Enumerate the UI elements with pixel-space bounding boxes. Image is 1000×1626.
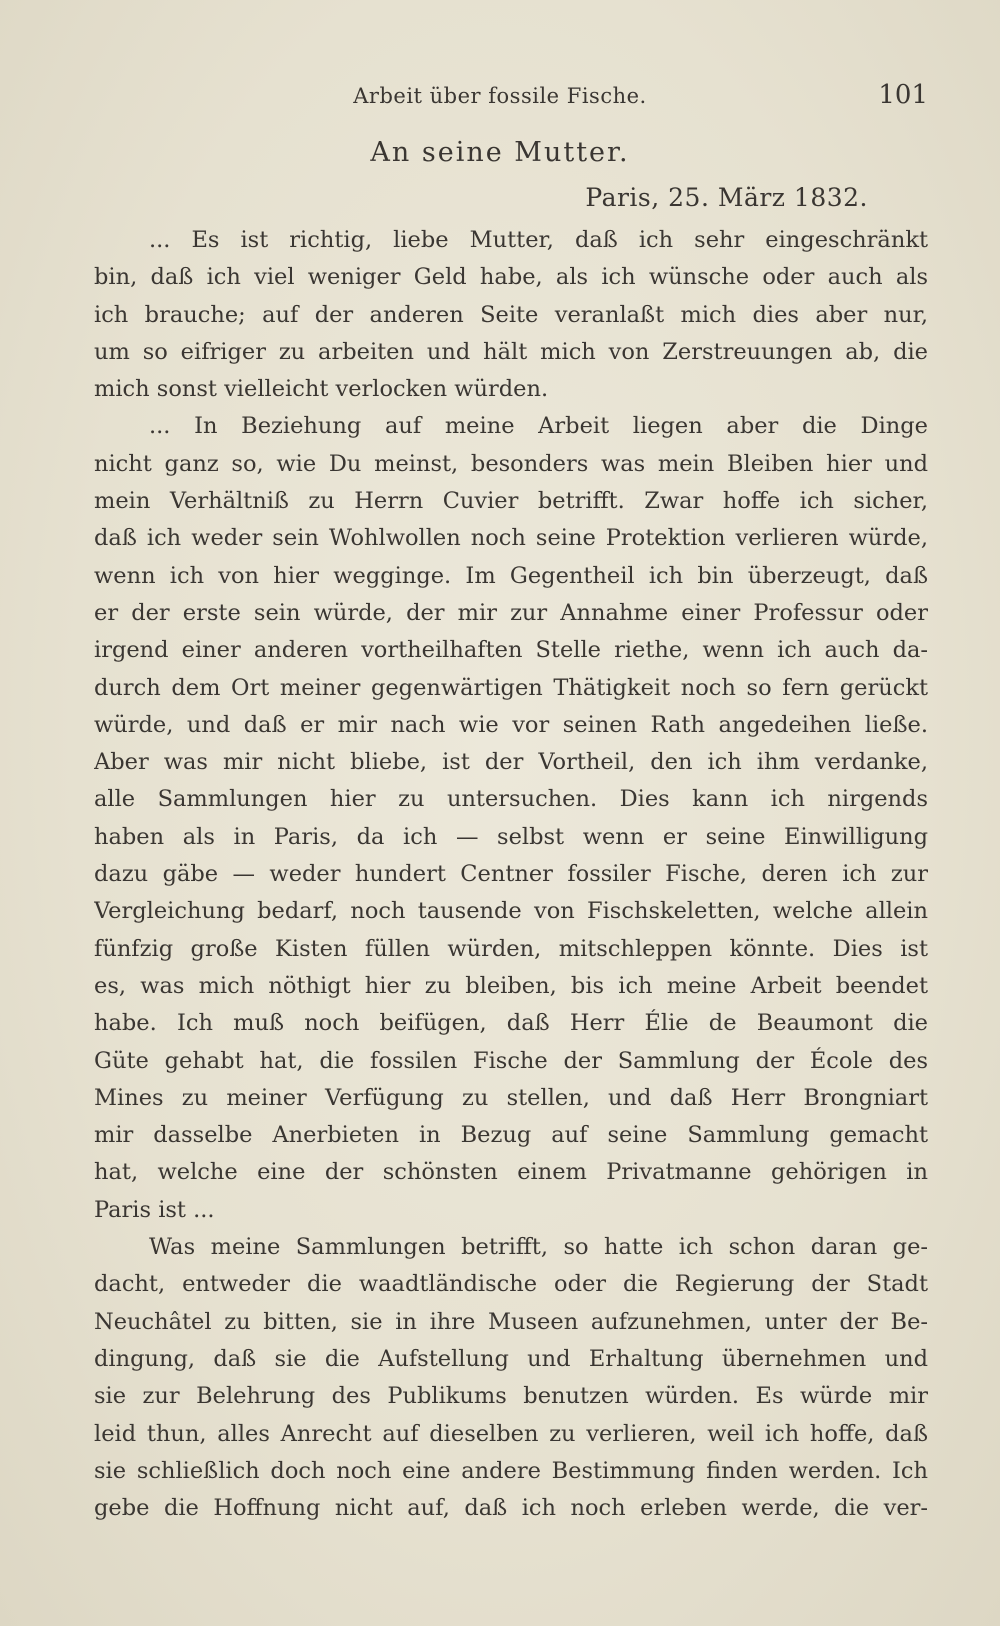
text-line: hat, welche eine der schönsten einem Privatmanne gehörigen in bbox=[94, 1159, 928, 1186]
text-line: um so eifriger zu arbeiten und hält mich von Zerstreuungen ab, die bbox=[94, 338, 928, 365]
text-line: er der erste sein würde, der mir zur Annahme einer Professur oder bbox=[94, 599, 928, 626]
running-head: Arbeit über fossile Fische. bbox=[353, 84, 647, 108]
text-line: mein Verhältniß zu Herrn Cuvier betrifft. Zwar hoffe ich sicher, bbox=[94, 488, 928, 515]
letter-title: An seine Mutter. bbox=[370, 137, 630, 168]
text-line: dacht, entweder die waadtländische oder die Regierung der Stadt bbox=[94, 1271, 928, 1298]
text-line: es, was mich nöthigt hier zu bleiben, bis ich meine Arbeit beendet bbox=[94, 972, 928, 999]
text-line: würde, und daß er mir nach wie vor seinen Rath angedeihen ließe. bbox=[94, 711, 928, 738]
text-line: Neuchâtel zu bitten, sie in ihre Museen aufzunehmen, unter der Be- bbox=[94, 1308, 928, 1335]
text-line: mir dasselbe Anerbieten in Bezug auf seine Sammlung gemacht bbox=[94, 1122, 928, 1149]
text-line: bin, daß ich viel weniger Geld habe, als ich wünsche oder auch als bbox=[94, 264, 928, 291]
letter-dateline: Paris, 25. März 1832. bbox=[585, 183, 868, 212]
text-line: ich brauche; auf der anderen Seite veranlaßt mich dies aber nur, bbox=[94, 301, 928, 328]
text-line: Güte gehabt hat, die fossilen Fische der Sammlung der École des bbox=[94, 1047, 928, 1074]
text-line: nicht ganz so, wie Du meinst, besonders was mein Bleiben hier und bbox=[94, 450, 928, 477]
text-line: Mines zu meiner Verfügung zu stellen, und daß Herr Brongniart bbox=[94, 1084, 928, 1111]
text-line: durch dem Ort meiner gegenwärtigen Thätigkeit noch so fern gerückt bbox=[94, 674, 928, 701]
text-line: wenn ich von hier wegginge. Im Gegentheil ich bin überzeugt, daß bbox=[94, 562, 928, 589]
text-line: fünfzig große Kisten füllen würden, mitschleppen könnte. Dies ist bbox=[94, 935, 928, 962]
text-line: mich sonst vielleicht verlocken würden. bbox=[94, 376, 549, 403]
text-line: irgend einer anderen vortheilhaften Stelle riethe, wenn ich auch da- bbox=[94, 637, 928, 664]
text-line: Aber was mir nicht bliebe, ist der Vortheil, den ich ihm verdanke, bbox=[94, 749, 928, 776]
text-line: haben als in Paris, da ich — selbst wenn er seine Einwilligung bbox=[94, 823, 928, 850]
text-line: dingung, daß sie die Aufstellung und Erhaltung übernehmen und bbox=[94, 1345, 928, 1372]
body-text bbox=[94, 222, 928, 1527]
text-line: habe. Ich muß noch beifügen, daß Herr Élie de Beaumont die bbox=[94, 1010, 928, 1037]
text-line: leid thun, alles Anrecht auf dieselben zu verlieren, weil ich hoffe, daß bbox=[94, 1420, 928, 1447]
text-line: dazu gäbe — weder hundert Centner fossiler Fische, deren ich zur bbox=[94, 861, 928, 888]
page-header bbox=[0, 78, 1000, 118]
text-line: ... In Beziehung auf meine Arbeit liegen aber die Dinge bbox=[149, 413, 928, 440]
text-line: sie zur Belehrung des Publikums benutzen würden. Es würde mir bbox=[94, 1383, 928, 1410]
text-line: Was meine Sammlungen betrifft, so hatte ich schon daran ge- bbox=[149, 1234, 928, 1261]
text-line: alle Sammlungen hier zu untersuchen. Dies kann ich nirgends bbox=[94, 786, 928, 813]
text-line: ... Es ist richtig, liebe Mutter, daß ich sehr eingeschränkt bbox=[149, 227, 928, 253]
text-line: Vergleichung bedarf, noch tausende von Fischskeletten, welche allein bbox=[94, 898, 928, 925]
text-line: gebe die Hoffnung nicht auf, daß ich noch erleben werde, die ver- bbox=[94, 1495, 928, 1522]
page-number: 101 bbox=[878, 80, 928, 110]
text-line: Paris ist ... bbox=[94, 1196, 215, 1223]
text-line: sie schließlich doch noch eine andere Bestimmung finden werden. Ich bbox=[94, 1457, 928, 1484]
text-line: daß ich weder sein Wohlwollen noch seine Protektion verlieren würde, bbox=[94, 525, 928, 552]
